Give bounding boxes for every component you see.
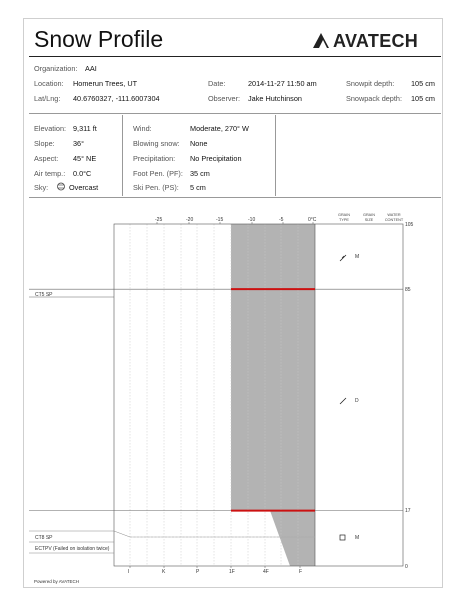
observer-value: Jake Hutchinson [248, 94, 302, 103]
info-divider [29, 113, 441, 114]
page-title: Snow Profile [34, 26, 164, 52]
page-border [23, 18, 443, 588]
latlng-label: Lat/Lng: [34, 94, 61, 103]
temp-tick-label: -5 [279, 217, 284, 223]
air-temp-label: Air temp.: [34, 169, 66, 178]
conditions-divider-bottom [29, 197, 441, 198]
hardness-tick-label: I [128, 569, 130, 575]
snowpit-depth-value: 105 cm [411, 79, 435, 88]
grain-size-header: GRAIN SIZE [362, 213, 376, 222]
elevation-label: Elevation: [34, 124, 67, 133]
foot-pen-value: 35 cm [190, 169, 210, 178]
precipitation-value: No Precipitation [190, 154, 242, 163]
temp-tick-label: -20 [186, 217, 194, 223]
snowpit-depth-label: Snowpit depth: [346, 79, 395, 88]
depth-tick-label: 85 [405, 287, 411, 293]
grain-type-header: GRAIN TYPE [337, 213, 351, 222]
date-label: Date: [208, 79, 226, 88]
stability-test-label: ECTPV (Failed on isolation twice) [35, 546, 110, 552]
temp-tick-label: -25 [155, 217, 163, 223]
hardness-tick-label: K [162, 569, 166, 575]
location-label: Location: [34, 79, 64, 88]
avatech-logo-text: AVATECH [333, 31, 419, 51]
depth-tick-label: 105 [405, 222, 414, 228]
wind-label: Wind: [133, 124, 152, 133]
air-temp-value: 0.0°C [73, 169, 92, 178]
water-content-value: D [355, 398, 359, 404]
blowing-snow-value: None [190, 139, 208, 148]
precipitation-label: Precipitation: [133, 154, 176, 163]
ski-pen-value: 5 cm [190, 183, 206, 192]
hardness-tick-label: F [299, 569, 303, 575]
foot-pen-label: Foot Pen. (PF): [133, 169, 183, 178]
snowpack-depth-label: Snowpack depth: [346, 94, 402, 103]
wind-value: Moderate, 270° W [190, 124, 249, 133]
water-content-value: M [355, 535, 360, 541]
elevation-value: 9,311 ft [73, 124, 97, 133]
hardness-tick-label: 1F [229, 569, 235, 575]
date-value: 2014-11-27 11:50 am [248, 79, 317, 88]
water-content-header: WATER CONTENT [384, 213, 404, 222]
powered-by-footer: Powered by AVATECH [34, 579, 80, 584]
ski-pen-label: Ski Pen. (PS): [133, 183, 179, 192]
location-value: Homerun Trees, UT [73, 79, 138, 88]
hardness-tick-label: 4F [263, 569, 269, 575]
temp-tick-label: -10 [248, 217, 256, 223]
stability-test-label: CT8 SP [35, 535, 53, 541]
conditions-divider-2 [275, 115, 276, 196]
organization-label: Organization: [34, 64, 78, 73]
stability-test-label: CT5 SP [35, 292, 53, 298]
depth-tick-label: 17 [405, 508, 411, 514]
organization-value: AAI [85, 64, 97, 73]
slope-value: 36° [73, 139, 85, 148]
blowing-snow-label: Blowing snow: [133, 139, 180, 148]
latlng-value: 40.6760327, -111.6007304 [73, 94, 160, 103]
header-divider [29, 56, 441, 57]
temp-tick-label: 0°C [308, 217, 317, 223]
aspect-label: Aspect: [34, 154, 59, 163]
sky-label: Sky: [34, 183, 49, 192]
temp-tick-label: -15 [216, 217, 224, 223]
sky-value: Overcast [69, 183, 99, 192]
depth-tick-label: 0 [405, 564, 408, 570]
snowpack-depth-value: 105 cm [411, 94, 435, 103]
water-content-value: M [355, 254, 360, 260]
conditions-divider-1 [122, 115, 123, 196]
hardness-tick-label: P [196, 569, 200, 575]
slope-label: Slope: [34, 139, 55, 148]
aspect-value: 45° NE [73, 154, 97, 163]
observer-label: Observer: [208, 94, 241, 103]
